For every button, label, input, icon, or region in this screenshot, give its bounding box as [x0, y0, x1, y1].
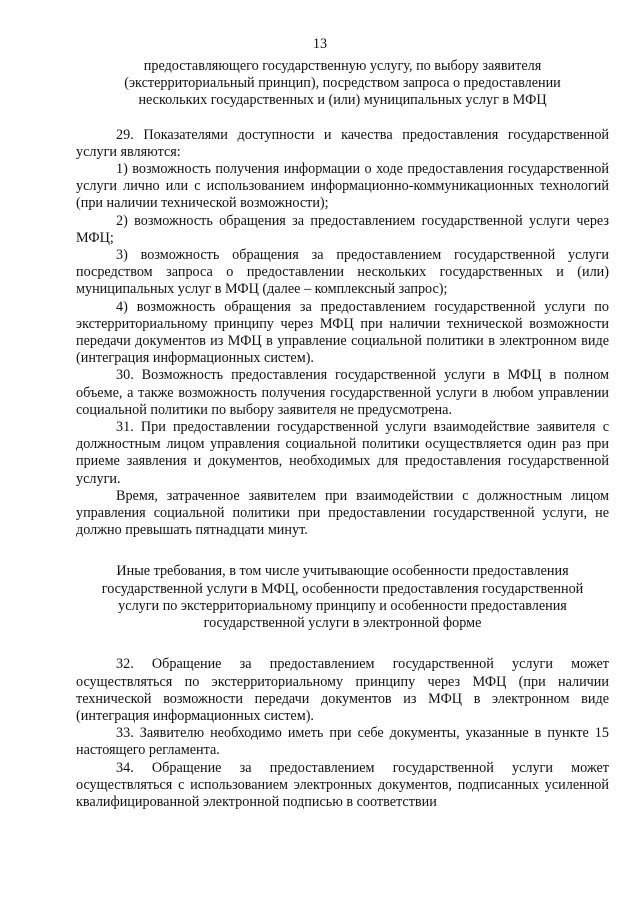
item-4: 4) возможность обращения за предоставлением государственной услуги по экстерриториальному принципу через МФЦ при наличии технической возможности передачи документов из МФЦ в управление социальной политики в электронном виде (интеграция информационных систем). — [76, 298, 609, 367]
heading-line: государственной услуги в МФЦ, особенности предоставления государственной — [101, 580, 584, 597]
section-heading — [76, 563, 609, 632]
page-number: 13 — [312, 36, 328, 52]
item-1: 1) возможность получения информации о ходе предоставления государственной услуги лично или с использованием информационно-коммуникационных технологий (при наличии технической возможности); — [76, 161, 609, 212]
heading-line: услуги по экстерриториальному принципу и особенности предоставления — [118, 597, 567, 614]
intro-line: предоставляющего государственную услугу, по выбору заявителя — [143, 58, 542, 74]
paragraph-30: 30. Возможность предоставления государственной услуги в МФЦ в полном объеме, а также возможность получения государственной услуги в любом управлении социальной политики по выбору заявителя не предусмотрена. — [76, 367, 609, 418]
paragraph-32: 32. Обращение за предоставлением государственной услуги может осуществляться по экстерриториальному принципу через МФЦ (при наличии технической возможности передачи документов из МФЦ в электронном виде (интеграция информационных систем). — [76, 656, 609, 724]
paragraph-34: 34. Обращение за предоставлением государственной услуги может осуществляться с использованием электронных документов, подписанных усиленной квалифицированной электронной подписью в соответствии — [76, 759, 609, 810]
intro-line: нескольких государственных и (или) муниципальных услуг в МФЦ — [138, 92, 547, 109]
paragraph-31: 31. При предоставлении государственной услуги взаимодействие заявителя с должностным лицом управления социальной политики осуществляется один раз при приеме заявления и документов, необходимых для предоставления государственной услуги. — [76, 419, 609, 487]
paragraph-29: 29. Показателями доступности и качества предоставления государственной услуги являются: — [76, 126, 609, 160]
item-2: 2) возможность обращения за предоставлением государственной услуги через МФЦ; — [76, 212, 609, 246]
intro-block — [76, 58, 609, 110]
heading-line: государственной услуги в электронной форме — [203, 615, 482, 632]
item-3: 3) возможность обращения за предоставлением государственной услуги посредством запроса о предоставлении нескольких государственных и (или) муниципальных услуг в МФЦ (далее – комплексный запрос); — [76, 247, 609, 298]
intro-line: (экстерриториальный принцип), посредством запроса о предоставлении — [124, 75, 561, 92]
document-body — [76, 58, 609, 811]
paragraph-33: 33. Заявителю необходимо иметь при себе документы, указанные в пункте 15 настоящего регламента. — [76, 725, 609, 759]
heading-line: Иные требования, в том числе учитывающие особенности предоставления — [116, 563, 569, 580]
paragraph-time: Время, затраченное заявителем при взаимодействии с должностным лицом управления социальной политики при предоставлении государственной услуги, не должно превышать пятнадцати минут. — [76, 487, 609, 539]
